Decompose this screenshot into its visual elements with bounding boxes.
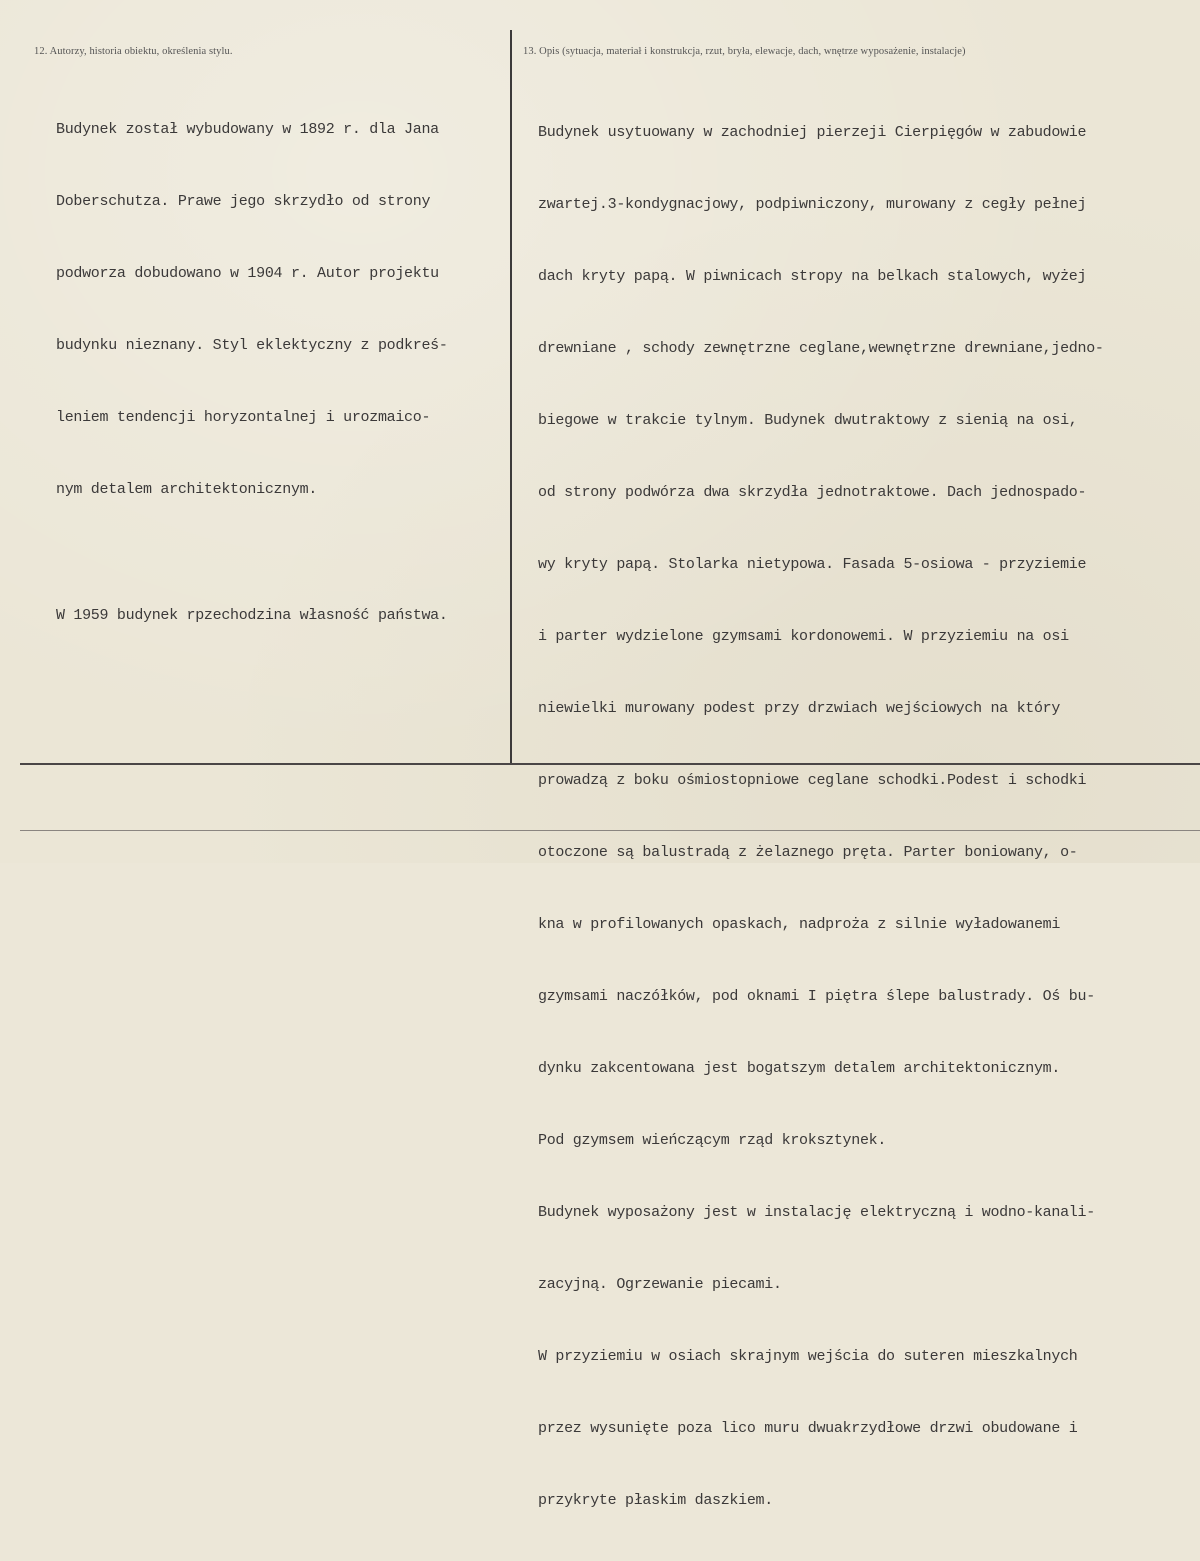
text-line: od strony podwórza dwa skrzydła jednotraktowe. Dach jednospado- <box>538 484 1087 501</box>
text-line: W przyziemiu w osiach skrajnym wejścia do suteren mieszkalnych <box>538 1348 1078 1365</box>
section-13-text <box>538 73 1104 1561</box>
text-line: Budynek wyposażony jest w instalację elektryczną i wodno-kanali- <box>538 1204 1095 1221</box>
text-line: budynku nieznany. Styl eklektyczny z podkreś- <box>56 337 448 354</box>
text-line: przykryte płaskim daszkiem. <box>538 1492 773 1509</box>
text-line: biegowe w trakcie tylnym. Budynek dwutraktowy z sienią na osi, <box>538 412 1078 429</box>
text-line: prowadzą z boku ośmiostopniowe ceglane schodki.Podest i schodki <box>538 772 1087 789</box>
text-line: gzymsami naczółków, pod oknami I piętra ślepe balustrady. Oś bu- <box>538 988 1095 1005</box>
text-line: przez wysunięte poza lico muru dwuakrzydłowe drzwi obudowane i <box>538 1420 1078 1437</box>
text-line: zacyjną. Ogrzewanie piecami. <box>538 1276 782 1293</box>
text-line: zwartej.3-kondygnacjowy, podpiwniczony, murowany z cegły pełnej <box>538 196 1087 213</box>
text-line: i parter wydzielone gzymsami kordonowemi. W przyziemiu na osi <box>538 628 1069 645</box>
text-line: Budynek usytuowany w zachodniej pierzeji Cierpięgów w zabudowie <box>538 124 1087 141</box>
text-line: dach kryty papą. W piwnicach stropy na belkach stalowych, wyżej <box>538 268 1087 285</box>
section-12-text <box>56 70 448 676</box>
text-line: Doberschutza. Prawe jego skrzydło od strony <box>56 193 431 210</box>
text-line: Pod gzymsem wieńczącym rząd kroksztynek. <box>538 1132 887 1149</box>
ownership-note: W 1959 budynek rpzechodzina własność państwa. <box>56 607 448 624</box>
text-line: leniem tendencji horyzontalnej i urozmaico- <box>56 409 431 426</box>
text-line: dynku zakcentowana jest bogatszym detalem architektonicznym. <box>538 1060 1061 1077</box>
paragraph-gap <box>56 550 448 556</box>
text-line: niewielki murowany podest przy drzwiach wejściowych na który <box>538 700 1061 717</box>
text-line: kna w profilowanych opaskach, nadproża z silnie wyładowanemi <box>538 916 1061 933</box>
text-line: Budynek został wybudowany w 1892 r. dla Jana <box>56 121 439 138</box>
column-divider <box>510 30 512 765</box>
text-line: nym detalem architektonicznym. <box>56 481 318 498</box>
text-line: wy kryty papą. Stolarka nietypowa. Fasada 5-osiowa - przyziemie <box>538 556 1087 573</box>
text-line: podworza dobudowano w 1904 r. Autor projektu <box>56 265 439 282</box>
section-13-header: 13. Opis (sytuacja, materiał i konstrukcja, rzut, bryła, elewacje, dach, wnętrze wyposażenie, instalacje) <box>523 46 966 57</box>
text-line: otoczone są balustradą z żelaznego pręta. Parter boniowany, o- <box>538 844 1078 861</box>
text-line: drewniane , schody zewnętrzne ceglane,wewnętrzne drewniane,jedno- <box>538 340 1104 357</box>
section-12-header: 12. Autorzy, historia obiektu, określenia stylu. <box>34 46 233 57</box>
